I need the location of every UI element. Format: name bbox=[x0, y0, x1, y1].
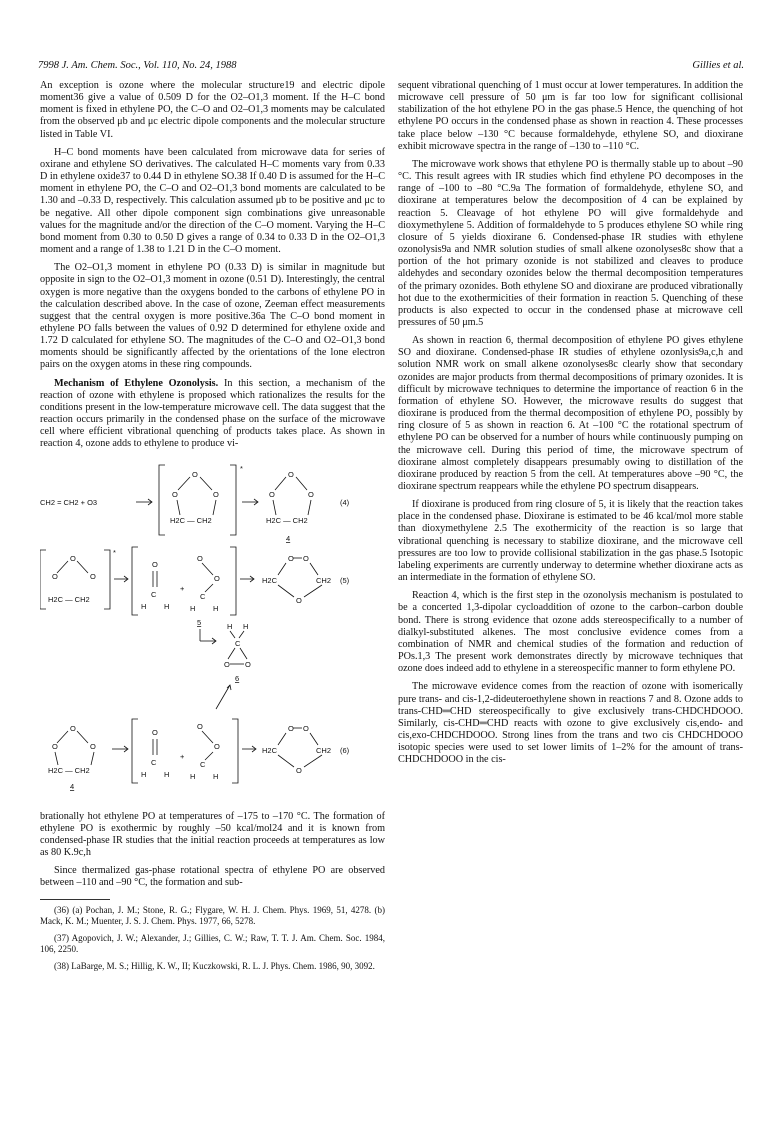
bond bbox=[202, 731, 213, 743]
footnote: (37) Agopovich, J. W.; Alexander, J.; Gillies, C. W.; Raw, T. T. J. Am. Chem. Soc. 1984, 106, 2250. bbox=[40, 933, 385, 954]
atom-o: O bbox=[245, 659, 251, 669]
atom-o: O bbox=[214, 573, 220, 583]
ring-carbons: H2C — CH2 bbox=[170, 515, 212, 525]
atom-h: H bbox=[243, 621, 249, 631]
atom-ch2: CH2 bbox=[316, 745, 332, 755]
atom-h2c: H2C bbox=[262, 575, 278, 585]
reaction-scheme bbox=[40, 457, 385, 805]
atom-o: O bbox=[52, 741, 58, 751]
bond bbox=[77, 561, 88, 573]
atom-h: H bbox=[213, 603, 219, 613]
bond bbox=[205, 584, 213, 592]
section-title: Mechanism of Ethylene Ozonolysis. bbox=[54, 377, 219, 389]
paragraph: H–C bond moments have been calculated from microwave data for series of oxirane and ethylene SO derivatives. The calculated H–C moments vary from 0.33 D in ethylene oxide37 to 0.44 D in ethylene SO.38 If 0.40 D is assumed for the H–C moment in ethylene PO, the C–O and O2–O1,3 bond moments are calculated to be 1.30 and –0.33 D, respectively. This calculation assumed μb to be positive and μc to be negative. All other dipole component sign combinations give unreasonable values for the magnitude and/or the direction of the C–O moment. Varying the H–C bond moment from 0.30 to 0.50 D gives a range of 0.34 to 0.33 D in the O2–O1,3 moment and a range of 1.38 to 1.21 D in the C–O moment. bbox=[40, 146, 385, 256]
atom-c: C bbox=[235, 638, 241, 648]
bond bbox=[275, 477, 286, 490]
atom-o: O bbox=[172, 489, 178, 499]
atom-h: H bbox=[190, 603, 196, 613]
bracket bbox=[230, 465, 236, 535]
atom-o: O bbox=[288, 553, 294, 563]
paragraph: sequent vibrational quenching of 1 must occur at lower temperatures. In addition the microwave cell pressure of 50 μm is far too low for significant collisional stabilization of the hot ethylene PO in the gas phase.5 Hence, the quenching of hot ethylene PO occurs in the condensed phase as shown in reaction 4. These processes take place below –130 °C because formaldehyde, ethylene SO, and dioxirane exhibit microwave spectra in the range of –130 to –110 °C. bbox=[398, 80, 743, 152]
bond bbox=[91, 752, 94, 765]
bracket bbox=[40, 550, 46, 609]
bond bbox=[278, 563, 286, 575]
plus-sign: + bbox=[180, 751, 185, 761]
atom-h: H bbox=[141, 601, 147, 611]
atom-h: H bbox=[190, 771, 196, 781]
paragraph: An exception is ozone where the molecular structure19 and electric dipole moment36 give a value of 0.509 D for the O2–O1,3 moment. If the H–C bond moment is fixed in ethylene PO, the C–O and O2–O1,3 moments may be calculated from the observed μb and μc electric dipole components and the molecular structure listed in Table VI. bbox=[40, 80, 385, 140]
atom-c: C bbox=[200, 759, 206, 769]
bond bbox=[177, 500, 180, 515]
eq6-number: (6) bbox=[340, 745, 350, 755]
running-header-authors: Gillies et al. bbox=[692, 60, 744, 71]
bond bbox=[308, 500, 311, 515]
atom-c: C bbox=[200, 591, 206, 601]
eq4-reactants: CH2 = CH2 + O3 bbox=[40, 497, 98, 507]
eq5-number: (5) bbox=[340, 575, 350, 585]
bond bbox=[57, 731, 68, 743]
section-text: In this section, a mechanism of the reaction of ozone with ethylene is proposed which rationalizes the results for the conditions present in the low-temperature microwave cell. The data suggest that the reaction occurs primarily in the condensed phase on the surface of the microwave cell where efficient vibrational quenching of products takes place. As shown in reaction 4, ozone adds to ethylene to produce vi- bbox=[40, 377, 385, 450]
compound-6-label: 6 bbox=[235, 673, 240, 683]
bond bbox=[273, 500, 276, 515]
atom-ch2: CH2 bbox=[316, 575, 332, 585]
eq4-number: (4) bbox=[340, 497, 350, 507]
bond bbox=[228, 648, 235, 659]
paragraph: brationally hot ethylene PO at temperatures of –175 to –170 °C. The formation of ethylene PO is exothermic by roughly –50 kcal/mol24 and it is known from condensed-phase IR studies that the initial reaction proceeds at temperatures as low as 80 K.9c,h bbox=[40, 810, 385, 858]
bracket bbox=[132, 719, 138, 783]
bond bbox=[278, 585, 294, 597]
section-paragraph bbox=[40, 378, 385, 451]
bracket bbox=[159, 465, 165, 535]
atom-o: O bbox=[70, 723, 76, 733]
paragraph: The microwave evidence comes from the reaction of ozone with isomerically pure trans- and cis-1,2-dideuteroethylene shown in reactions 7 and 8. Ozone adds to trans-CHD═CHD stereospecifically to give exclusively trans-CHDCHDOOO. Similarly, cis-CHD═CHD reacts with ozone to give exclusively cis,endo- and cis,exo-CHDCHDOOO. Strong lines from the trans and two cis CHDCHDOOO isotopic species were used to set lower limits of 1–2% for the amount of trans-CHDCHDOOO in the cis- bbox=[398, 681, 743, 766]
atom-o: O bbox=[152, 727, 158, 737]
right-column bbox=[398, 80, 743, 772]
paragraph: If dioxirane is produced from ring closure of 5, it is likely that the reaction takes place in the condensed phase. Dioxirane is estimated to be 46 kcal/mol more stable than dioxymethylene 2.5 The exothermicity of the reaction is so large that vibrational quenching is necessary to stabilize dioxirane, and the microwave cell pressures are too low to provide collisional stabilization in the gas phase.5 Isotopic labeling experiments are currently underway to determine whether dioxirane acts as an intermediate in the formation of ethylene SO. bbox=[398, 499, 743, 584]
bracket bbox=[132, 547, 138, 615]
hot-star: * bbox=[240, 463, 243, 473]
bond bbox=[278, 733, 286, 745]
atom-h2c: H2C bbox=[262, 745, 278, 755]
bracket bbox=[104, 550, 110, 609]
footnote: (36) (a) Pochan, J. M.; Stone, R. G.; Flygare, W. H. J. Chem. Phys. 1969, 51, 4278. (b) Mack, K. M.; Muenter, J. S. J. Chem. Phys. 1977, 66, 5278. bbox=[40, 905, 385, 927]
bond bbox=[205, 752, 213, 760]
atom-o: O bbox=[269, 489, 275, 499]
atom-o: O bbox=[90, 741, 96, 751]
reaction-6-drawing bbox=[40, 715, 385, 805]
footnotes bbox=[40, 905, 385, 971]
bracket bbox=[232, 719, 238, 783]
atom-o: O bbox=[288, 723, 294, 733]
bond bbox=[310, 733, 318, 745]
atom-c: C bbox=[151, 589, 157, 599]
atom-o: O bbox=[197, 553, 203, 563]
atom-c: C bbox=[151, 757, 157, 767]
footnote-divider bbox=[40, 899, 110, 900]
bracket bbox=[230, 547, 236, 615]
bond bbox=[296, 477, 307, 490]
atom-o: O bbox=[192, 469, 198, 479]
ring-carbons: H2C — CH2 bbox=[48, 765, 90, 775]
atom-o: O bbox=[52, 571, 58, 581]
atom-h: H bbox=[164, 769, 170, 779]
atom-o: O bbox=[224, 659, 230, 669]
paragraph: Since thermalized gas-phase rotational spectra of ethylene PO are observed between –110 and –90 °C, the formation and sub- bbox=[40, 865, 385, 889]
atom-h: H bbox=[227, 621, 233, 631]
paragraph: As shown in reaction 6, thermal decomposition of ethylene PO gives ethylene SO and dioxirane. Condensed-phase IR studies of ethylene ozonlysis9a,c,h and solution NMR work on small alkene ozonolyses8c clearly show that secondary ozonides are major products from thermal decompositions of primary ozonides. It is difficult by microwave techniques to determine the importance of reaction 6 in the formation of ethylene SO. However, the microwave results do suggest that dioxirane is produced from the thermal decomposition of ethylene PO, possibly by ring closure of 5 as shown in reaction 6. At –100 °C the rotational spectrum of ethylene PO can be observed for a number of hours while continuously pumping on the microwave cell. During this period of time, the microwave spectrum of dioxirane almost completely disappears presumably owing to distillation of the dioxirane produced by reaction 5 from the cell. At temperatures above –90 °C, the dioxirane spectrum reappears while the ethylene PO spectrum disappears. bbox=[398, 335, 743, 492]
paragraph: The microwave work shows that ethylene PO is thermally stable up to about –90 °C. This result agrees with IR studies which find ethylene PO decomposes in the range of –100 to –80 °C.9a The formation of formaldehyde, ethylene SO, and dioxirane at temperatures below the decomposition of 4 can be explained by reaction 5. Cleavage of hot ethylene PO will give formaldehyde and dioxymethylene 5. Addition of formaldehyde to 5 produces ethylene SO while ring closure of 5 yields dioxirane 6. Condensed-phase IR studies with ethylene ozonolysis9a and NMR solution studies of small alkene ozonolyses8c show that a portion of the hot primary ozonide is not stabilized and cleaves to produce aldehydes and secondary ozonides below the thermal decomposition temperatures of the primary ozonides. Both ethylene SO and dioxirane are produced vibrationally hot due to the exothermicities of their formation in reaction 5. Quenching of these products is also expected to occur in the condensed phase at microwave cell pressures of 50 μm.5 bbox=[398, 158, 743, 328]
running-header-journal: 7998 J. Am. Chem. Soc., Vol. 110, No. 24, 1988 bbox=[38, 60, 237, 71]
left-column bbox=[40, 80, 385, 977]
bond bbox=[310, 563, 318, 575]
atom-o: O bbox=[308, 489, 314, 499]
bond bbox=[304, 585, 322, 597]
atom-h: H bbox=[141, 769, 147, 779]
arrow bbox=[216, 685, 230, 709]
ring-carbons: H2C — CH2 bbox=[48, 594, 90, 604]
footnote: (38) LaBarge, M. S.; Hillig, K. W., II; Kuczkowski, R. L. J. Phys. Chem. 1986, 90, 3092. bbox=[54, 960, 375, 971]
bond bbox=[230, 631, 235, 638]
compound-4-label: 4 bbox=[286, 533, 291, 543]
plus-sign: + bbox=[180, 583, 185, 593]
hot-star: * bbox=[113, 547, 116, 557]
atom-h: H bbox=[213, 771, 219, 781]
atom-o: O bbox=[296, 765, 302, 775]
bond bbox=[213, 500, 216, 515]
bond bbox=[202, 563, 213, 575]
bond bbox=[304, 755, 322, 767]
atom-o: O bbox=[213, 489, 219, 499]
bond bbox=[200, 477, 212, 490]
paragraph: The O2–O1,3 moment in ethylene PO (0.33 D) is similar in magnitude but opposite in sign to the O2–O1,3 moment in ozone (0.51 D). Interestingly, the central oxygen is more negative than the oxygens bonded to the carbons of ethylene PO in the calculation described above. In the case of ozone, Zeeman effect measurements suggest that the central oxygen is more positive.36a The C–O bond moment in ethylene PO falls between the values of 0.92 D determined for ethylene oxide and 1.72 D calculated for ethylene SO. The magnitudes of the C–O and O2–O1,3 bond moments should be significantly affected by the orientations of the lone electron pairs on the oxygen atoms in these ring compounds. bbox=[40, 262, 385, 371]
atom-o: O bbox=[303, 553, 309, 563]
atom-o: O bbox=[152, 559, 158, 569]
atom-o: O bbox=[197, 721, 203, 731]
bond bbox=[57, 561, 68, 573]
reaction-scheme-drawing bbox=[40, 457, 385, 715]
compound-5-label: 5 bbox=[197, 617, 202, 627]
bond bbox=[77, 731, 88, 743]
bond bbox=[178, 477, 190, 490]
atom-o: O bbox=[288, 469, 294, 479]
atom-o: O bbox=[214, 741, 220, 751]
ring-carbons: H2C — CH2 bbox=[266, 515, 308, 525]
compound-4-label: 4 bbox=[70, 781, 75, 791]
atom-o: O bbox=[303, 723, 309, 733]
bond bbox=[55, 752, 58, 765]
atom-o: O bbox=[90, 571, 96, 581]
bond bbox=[278, 755, 294, 767]
atom-o: O bbox=[296, 595, 302, 605]
paragraph: Reaction 4, which is the first step in the ozonolysis mechanism is postulated to be a concerted 1,3-dipolar cycloaddition of ozone to the carbon–carbon double bond. There is strong evidence that ozone adds stereospecifically to a number of dialkyl-substituted alkenes. The most conclusive evidence comes from a combination of NMR and chemical studies of the formation and reduction of POs.1,3 The present work demonstrates directly by microwave techniques that ozone does indeed add to ethylene in a stereospecific manner to form ethylene PO. bbox=[398, 590, 743, 675]
atom-o: O bbox=[70, 553, 76, 563]
bond bbox=[239, 631, 244, 638]
atom-h: H bbox=[164, 601, 170, 611]
bond bbox=[240, 648, 247, 659]
